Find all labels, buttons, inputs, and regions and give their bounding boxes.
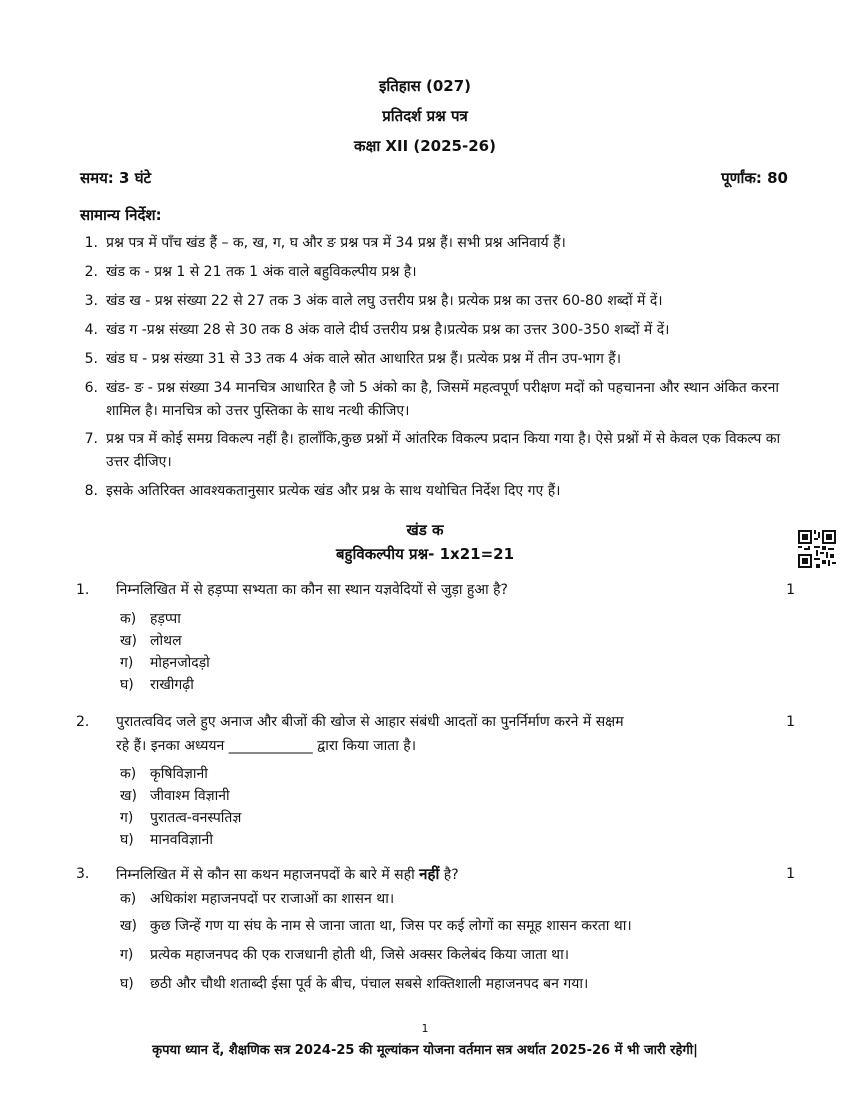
instruction-number: 8. bbox=[84, 483, 98, 499]
option-label: ग) bbox=[120, 947, 134, 963]
max-marks: पूर्णांक: 80 bbox=[721, 169, 788, 187]
qr-code-icon bbox=[798, 530, 836, 568]
option-text: छठी और चौथी शताब्दी ईसा पूर्व के बीच, पंचाल सबसे शक्तिशाली महाजनपद बन गया। bbox=[150, 976, 589, 992]
option bbox=[120, 888, 394, 910]
instruction-text: इसके अतिरिक्त आवश्यकतानुसार प्रत्येक खंड और प्रश्न के साथ यथोचित निर्देश दिए गए हैं। bbox=[106, 483, 561, 499]
option-text: राखीगढ़ी bbox=[150, 677, 194, 693]
instructions-list bbox=[74, 232, 794, 502]
option-text: कृषिविज्ञानी bbox=[150, 766, 208, 782]
option-text: मोहनजोदड़ो bbox=[150, 655, 210, 671]
instructions-title: सामान्य निर्देश: bbox=[80, 206, 162, 224]
option bbox=[120, 973, 588, 995]
class-session: कक्षा XII (2025-26) bbox=[354, 137, 496, 155]
qr-code bbox=[798, 530, 836, 568]
option bbox=[120, 785, 230, 807]
option-text: लोथल bbox=[150, 633, 182, 649]
option-text: कुछ जिन्हें गण या संघ के नाम से जाना जाता था, जिस पर कई लोगों का समूह शासन करता था। bbox=[150, 918, 632, 934]
option bbox=[120, 652, 210, 674]
instruction-number: 3. bbox=[84, 293, 98, 309]
option-label: घ) bbox=[120, 832, 134, 848]
option-label: ख) bbox=[120, 918, 137, 934]
option bbox=[120, 630, 182, 652]
instruction-text: खंड- ङ - प्रश्न संख्या 34 मानचित्र आधारित है जो 5 अंको का है, जिसमें महत्वपूर्ण परीक्षण मदों को पहचानना और स्थान अंकित करना शामिल है। मानचित्र को उत्तर पुस्तिका के साथ नत्थी कीजिए। bbox=[106, 380, 780, 419]
instruction-number: 6. bbox=[84, 380, 98, 396]
time-allowed: समय: 3 घंटे bbox=[80, 169, 152, 187]
instruction-text: खंड क - प्रश्न 1 से 21 तक 1 अंक वाले बहुविकल्पीय प्रश्न है। bbox=[106, 264, 417, 280]
section-subtitle: बहुविकल्पीय प्रश्न- 1x21=21 bbox=[335, 545, 515, 563]
instruction-text: खंड ख - प्रश्न संख्या 22 से 27 तक 3 अंक वाले लघु उत्तरीय प्रश्न है। प्रत्येक प्रश्न का उत्तर 60-80 शब्दों में दें। bbox=[106, 293, 663, 309]
paper-type: प्रतिदर्श प्रश्न पत्र bbox=[382, 107, 468, 125]
question-text: निम्नलिखित में से हड़प्पा सभ्यता का कौन सा स्थान यज्ञवेदियों से जुड़ा हुआ है? bbox=[116, 582, 508, 598]
option-label: ख) bbox=[120, 788, 137, 804]
option-label: क) bbox=[120, 766, 137, 782]
question-marks: 1 bbox=[786, 714, 795, 730]
question-text-post: है? bbox=[439, 867, 459, 883]
instruction-text: प्रश्न पत्र में कोई समग्र विकल्प नहीं है। हालाँकि,कुछ प्रश्नों में आंतरिक विकल्प प्रदान किया गया है। ऐसे प्रश्नों में से केवल एक विकल्प का उत्तर दीजिए। bbox=[106, 431, 781, 470]
question-text-pre: निम्नलिखित में से कौन सा कथन महाजनपदों के बारे में सही bbox=[116, 867, 420, 883]
option bbox=[120, 915, 632, 937]
instruction-text: प्रश्न पत्र में पाँच खंड हैं – क, ख, ग, घ और ङ प्रश्न पत्र में 34 प्रश्न हैं। सभी प्रश्न अनिवार्य हैं। bbox=[106, 235, 566, 251]
section-title: खंड क bbox=[406, 521, 444, 539]
question-number: 1. bbox=[76, 582, 90, 598]
option bbox=[120, 674, 194, 696]
question-text bbox=[116, 862, 756, 888]
question-2 bbox=[76, 714, 806, 854]
option bbox=[120, 944, 569, 966]
option-text: अधिकांश महाजनपदों पर राजाओं का शासन था। bbox=[150, 891, 395, 907]
option-label: ख) bbox=[120, 633, 137, 649]
question-number: 2. bbox=[76, 714, 90, 730]
option-label: क) bbox=[120, 611, 137, 627]
instruction-number: 5. bbox=[84, 351, 98, 367]
instruction-number: 4. bbox=[84, 322, 98, 338]
question-3 bbox=[76, 866, 806, 996]
question-number: 3. bbox=[76, 866, 90, 882]
subject-title: इतिहास (027) bbox=[378, 77, 472, 95]
option bbox=[120, 763, 208, 785]
instruction-number: 1. bbox=[84, 235, 98, 251]
question-text-line-2: रहे हैं। इनका अध्ययन ____________ द्वारा किया जाता है। bbox=[116, 738, 417, 754]
option-text: मानवविज्ञानी bbox=[150, 832, 213, 848]
page-number: 1 bbox=[421, 1022, 429, 1035]
question-marks: 1 bbox=[786, 866, 795, 882]
instruction-number: 7. bbox=[84, 431, 98, 447]
option-label: क) bbox=[120, 891, 137, 907]
option-label: घ) bbox=[120, 976, 134, 992]
option-text: जीवाश्म विज्ञानी bbox=[150, 788, 230, 804]
option bbox=[120, 829, 213, 851]
option-text: प्रत्येक महाजनपद की एक राजधानी होती थी, जिसे अक्सर किलेबंद किया जाता था। bbox=[150, 947, 570, 963]
option-label: ग) bbox=[120, 655, 134, 671]
option-text: हड़प्पा bbox=[150, 611, 181, 627]
option bbox=[120, 807, 241, 829]
option bbox=[120, 608, 181, 630]
question-text-line-1: पुरातत्वविद जले हुए अनाज और बीजों की खोज से आहार संबंधी आदतों का पुनर्निर्माण करने में सक्षम bbox=[116, 714, 624, 730]
footer-note: कृपया ध्यान दें, शैक्षणिक सत्र 2024-25 की मूल्यांकन योजना वर्तमान सत्र अर्थात 2025-26 में भी जारी रहेगी| bbox=[152, 1043, 698, 1058]
instruction-number: 2. bbox=[84, 264, 98, 280]
instruction-text: खंड ग -प्रश्न संख्या 28 से 30 तक 8 अंक वाले दीर्घ उत्तरीय प्रश्न है।प्रत्येक प्रश्न का उत्तर 300-350 शब्दों में दें। bbox=[106, 322, 670, 338]
option-label: ग) bbox=[120, 810, 134, 826]
instruction-text: खंड घ - प्रश्न संख्या 31 से 33 तक 4 अंक वाले स्रोत आधारित प्रश्न हैं। प्रत्येक प्रश्न में तीन उप-भाग हैं। bbox=[106, 351, 622, 367]
question-text-bold: नहीं bbox=[419, 865, 440, 883]
option-text: पुरातत्व-वनस्पतिज्ञ bbox=[150, 810, 242, 826]
question-marks: 1 bbox=[786, 582, 795, 598]
option-label: घ) bbox=[120, 677, 134, 693]
question-1 bbox=[76, 582, 806, 697]
